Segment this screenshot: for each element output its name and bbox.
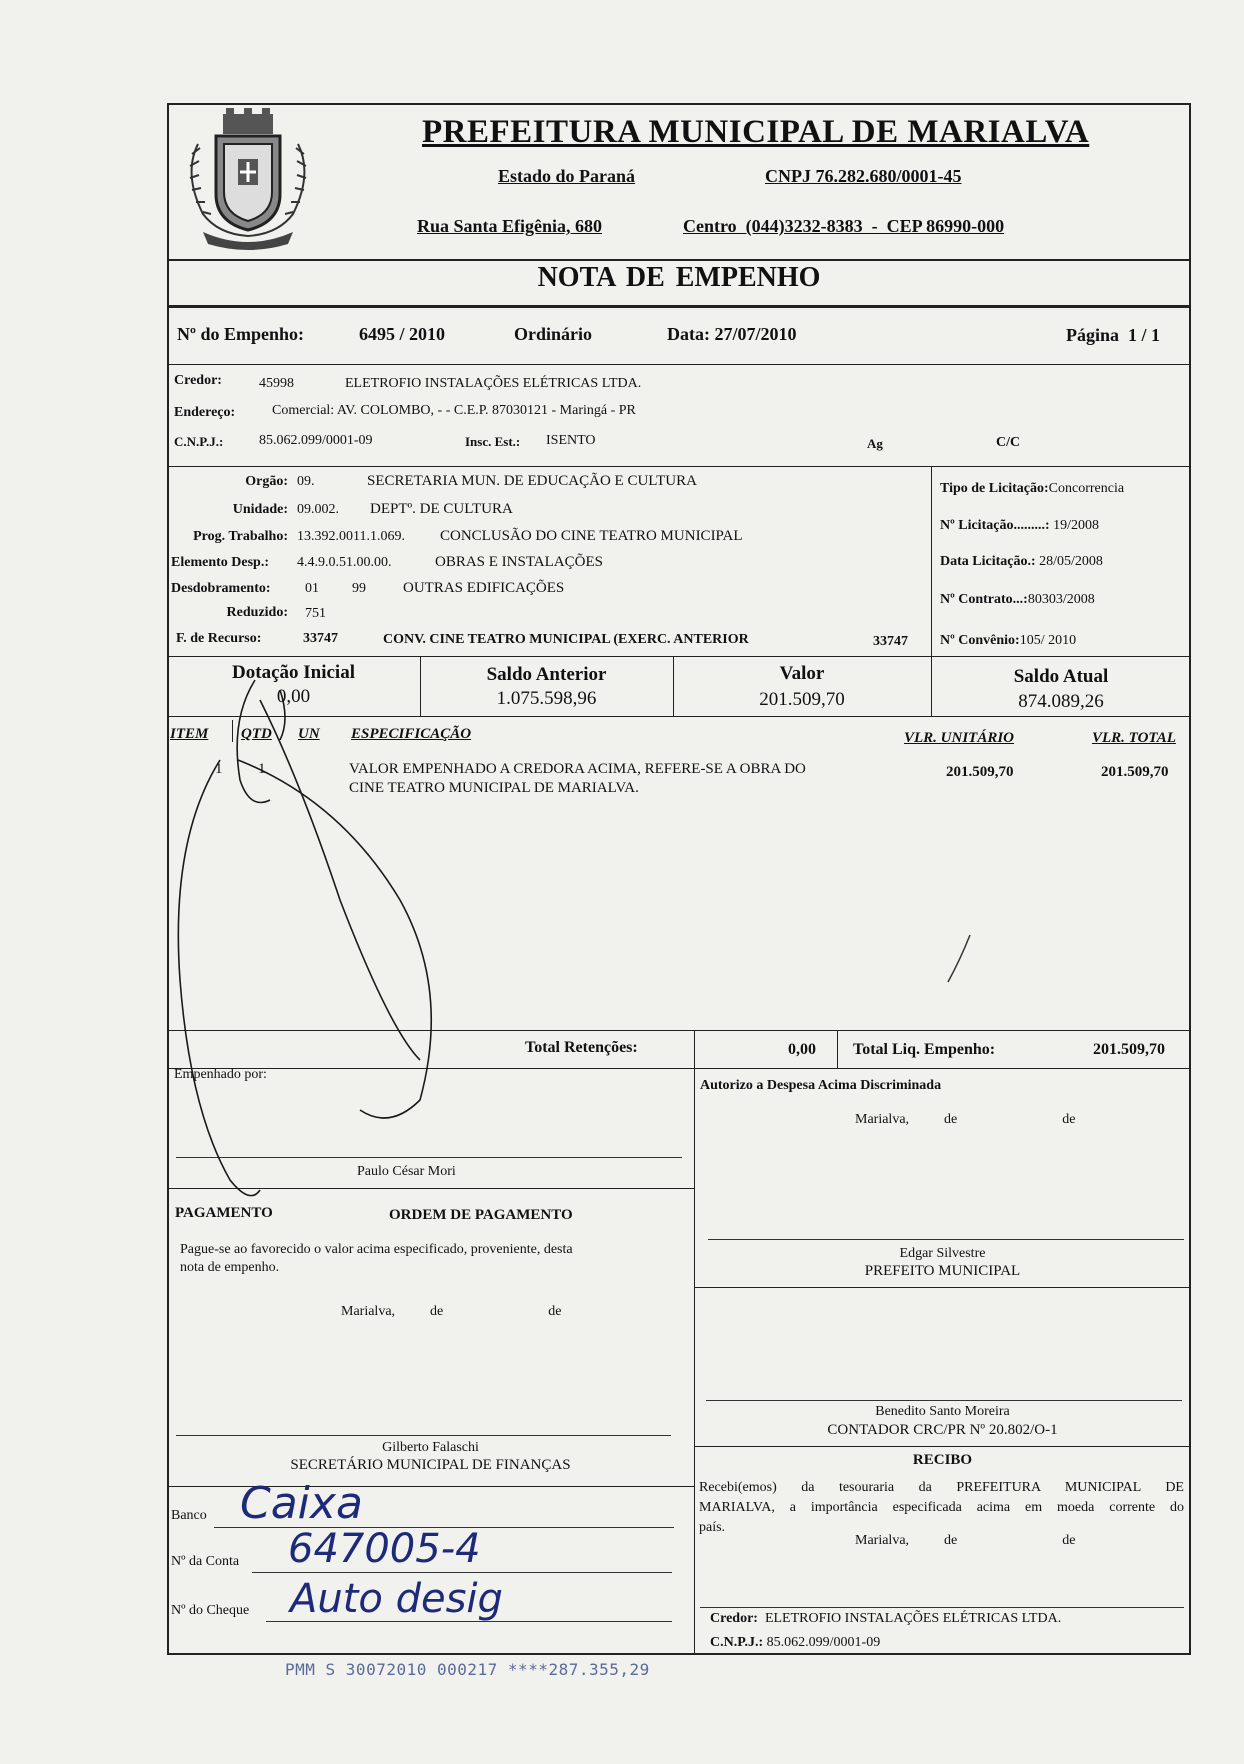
ag-label: Ag — [867, 436, 883, 451]
desdobramento-code2: 99 — [352, 581, 366, 596]
unidade-name: DEPTº. DE CULTURA — [370, 501, 513, 517]
elemento-name: OBRAS E INSTALAÇÕES — [435, 554, 603, 570]
row-spec-line2: CINE TEATRO MUNICIPAL DE MARIALVA. — [349, 780, 639, 796]
pen-mark — [940, 930, 980, 990]
recibo-text-2: MARIALVA, a importância especificada acima em moeda corrente do — [699, 1500, 1184, 1515]
banco-label: Banco — [171, 1508, 207, 1523]
prefeito-role: PREFEITO MUNICIPAL — [864, 1263, 1021, 1279]
dotacao-inicial-label: Dotação Inicial — [232, 662, 355, 683]
empenho-label: Nº do Empenho: — [177, 324, 304, 344]
empenho-number: 6495 / 2010 — [359, 324, 446, 344]
header-address: Rua Santa Efigênia, 680 — [417, 216, 603, 236]
row-unit: 201.509,70 — [946, 764, 1014, 780]
pagamento-text-1: Pague-se ao favorecido o valor acima especificado, proveniente, desta — [180, 1242, 573, 1257]
pagamento-text-2: nota de empenho. — [180, 1260, 280, 1275]
row-total: 201.509,70 — [1101, 764, 1169, 780]
desdobramento-name: OUTRAS EDIFICAÇÕES — [403, 580, 565, 596]
conta-label: Nº da Conta — [171, 1554, 240, 1569]
elemento-label: Elemento Desp.: — [171, 555, 269, 570]
banco-value: Caixa — [240, 1478, 363, 1529]
unidade-label: Unidade: — [232, 502, 288, 517]
data-licitacao: Data Licitação.: 28/05/2008 — [940, 554, 1103, 569]
row-spec-line1: VALOR EMPENHADO A CREDORA ACIMA, REFERE-SE A OBRA DO — [349, 761, 806, 777]
desdobramento-code: 01 — [305, 581, 319, 596]
saldo-anterior-label: Saldo Anterior — [486, 664, 607, 685]
recibo-credor: Credor: ELETROFIO INSTALAÇÕES ELÉTRICAS LTDA. — [710, 1611, 1062, 1626]
num-convenio: Nº Convênio:105/ 2010 — [940, 633, 1077, 648]
contador-role: CONTADOR CRC/PR Nº 20.802/O-1 — [827, 1422, 1058, 1438]
col-unit: VLR. UNITÁRIO — [904, 730, 1015, 746]
desdobramento-label: Desdobramento: — [171, 581, 271, 596]
num-licitacao: Nº Licitação.........: 19/2008 — [940, 518, 1099, 533]
insc-value: ISENTO — [546, 433, 596, 448]
col-un: UN — [298, 726, 320, 742]
recurso-code2: 33747 — [873, 634, 908, 649]
saldo-atual-value: 874.089,26 — [1018, 691, 1104, 712]
credor-label: Credor: — [174, 373, 222, 388]
col-spec: ESPECIFICAÇÃO — [351, 726, 472, 742]
recibo-place-date: Marialva, de de — [855, 1533, 1076, 1548]
orgao-label: Orgão: — [245, 474, 288, 489]
header-title: PREFEITURA MUNICIPAL DE MARIALVA — [422, 114, 1090, 150]
pagamento-label: PAGAMENTO — [175, 1205, 273, 1221]
row-qtd: 1 — [258, 761, 266, 777]
retencoes-label: Total Retenções: — [525, 1039, 638, 1056]
pagamento-title: ORDEM DE PAGAMENTO — [389, 1207, 573, 1223]
col-total: VLR. TOTAL — [1092, 730, 1176, 746]
orgao-name: SECRETARIA MUN. DE EDUCAÇÃO E CULTURA — [367, 473, 697, 489]
cnpj-value: 85.062.099/0001-09 — [259, 433, 373, 448]
payment-stamp: PMM S 30072010 000217 ****287.355,29 — [285, 1660, 650, 1679]
liq-label: Total Liq. Empenho: — [853, 1041, 996, 1058]
cc-label: C/C — [996, 435, 1021, 450]
liq-value: 201.509,70 — [1093, 1041, 1165, 1058]
endereco-value: Comercial: AV. COLOMBO, - - C.E.P. 87030121 - Maringá - PR — [272, 403, 636, 418]
orgao-code: 09. — [297, 474, 315, 489]
recibo-text-3: país. — [699, 1520, 726, 1535]
cnpj-label: C.N.P.J.: — [174, 434, 224, 449]
autorizo-label: Autorizo a Despesa Acima Discriminada — [700, 1078, 942, 1093]
endereco-label: Endereço: — [174, 405, 236, 420]
tipo-licitacao: Tipo de Licitação:Concorrencia — [940, 481, 1125, 496]
row-item: 1 — [215, 761, 223, 777]
municipal-crest-icon — [178, 104, 318, 254]
header-address-rest: Centro (044)3232-8383 - CEP 86990-000 — [683, 216, 1005, 236]
autorizo-place-date: Marialva, de de — [855, 1112, 1076, 1127]
unidade-code: 09.002. — [297, 502, 339, 517]
empenhado-signer: Paulo César Mori — [357, 1164, 456, 1179]
valor-label: Valor — [779, 663, 825, 684]
col-qtd: QTD — [241, 726, 272, 742]
elemento-code: 4.4.9.0.51.00.00. — [297, 555, 392, 570]
retencoes-value: 0,00 — [788, 1041, 816, 1058]
recibo-title: RECIBO — [912, 1452, 973, 1468]
reduzido-value: 751 — [305, 606, 326, 621]
saldo-atual-label: Saldo Atual — [1013, 666, 1109, 687]
prog-code: 13.392.0011.1.069. — [297, 529, 405, 544]
header-state: Estado do Paraná — [498, 166, 636, 186]
contador-name: Benedito Santo Moreira — [875, 1404, 1010, 1419]
credor-code: 45998 — [259, 376, 294, 391]
recurso-label: F. de Recurso: — [176, 631, 262, 646]
cheque-value: Auto desig — [290, 1576, 503, 1622]
empenhado-label: Empenhado por: — [174, 1067, 267, 1082]
num-contrato: Nº Contrato...:80303/2008 — [940, 592, 1095, 607]
cheque-label: Nº do Cheque — [171, 1603, 250, 1618]
prog-label: Prog. Trabalho: — [193, 529, 288, 544]
handwritten-scribble — [160, 660, 460, 1220]
doc-title: NOTA DE EMPENHO — [537, 262, 821, 293]
empenho-date: Data: 27/07/2010 — [667, 324, 797, 344]
saldo-anterior-value: 1.075.598,96 — [496, 688, 597, 709]
secretario-role: SECRETÁRIO MUNICIPAL DE FINANÇAS — [290, 1457, 571, 1473]
valor-value: 201.509,70 — [759, 689, 845, 710]
credor-name: ELETROFIO INSTALAÇÕES ELÉTRICAS LTDA. — [345, 376, 642, 391]
pagamento-place-date: Marialva, de de — [341, 1304, 562, 1319]
conta-value: 647005-4 — [288, 1526, 481, 1572]
empenho-type: Ordinário — [514, 324, 593, 344]
recurso-name: CONV. CINE TEATRO MUNICIPAL (EXERC. ANTERIOR — [383, 632, 749, 647]
header-cnpj: CNPJ 76.282.680/0001-45 — [765, 166, 962, 186]
insc-label: Insc. Est.: — [465, 434, 521, 449]
recurso-code: 33747 — [303, 631, 338, 646]
prefeito-name: Edgar Silvestre — [899, 1246, 986, 1261]
recibo-text-1: Recebi(emos) da tesouraria da PREFEITURA MUNICIPAL DE — [699, 1480, 1184, 1495]
secretario-name: Gilberto Falaschi — [382, 1440, 479, 1455]
recibo-cnpj: C.N.P.J.: 85.062.099/0001-09 — [710, 1635, 881, 1650]
dotacao-inicial-value: 0,00 — [276, 686, 311, 707]
reduzido-label: Reduzido: — [226, 605, 288, 620]
empenho-page: Página 1 / 1 — [1066, 325, 1161, 345]
prog-name: CONCLUSÃO DO CINE TEATRO MUNICIPAL — [440, 528, 743, 544]
col-item: ITEM — [170, 726, 209, 742]
